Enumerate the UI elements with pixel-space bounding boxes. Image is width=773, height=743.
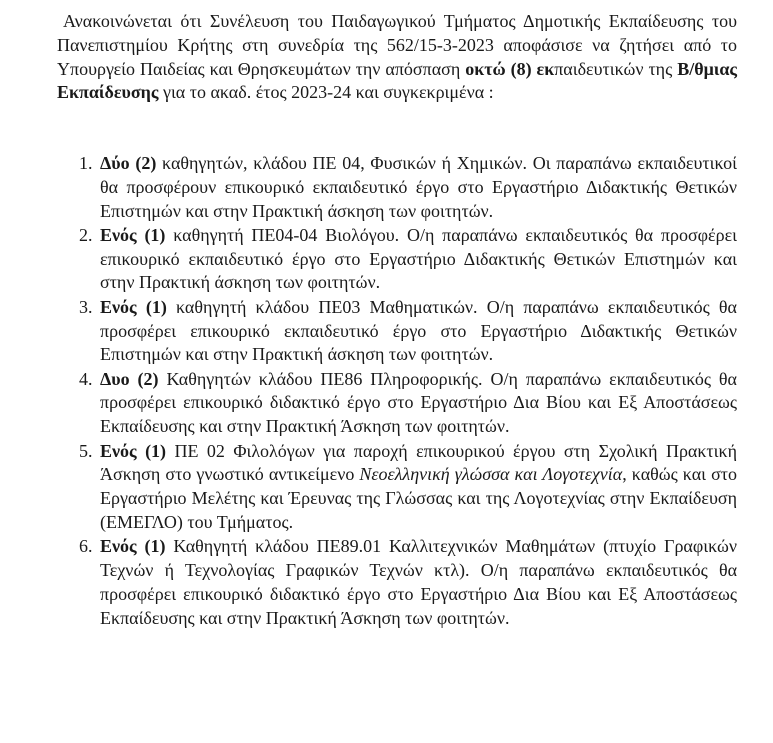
item-lead: Ενός (1) <box>100 536 166 557</box>
item-text: ΠΕ 02 Φιλολόγων για παροχή επικουρικού έργου στη Σχολική Πρακτική Άσκηση στο γνωστικό αντικείμενο <box>100 440 737 485</box>
intro-text: για το ακαδ. έτος 2023-24 και συγκεκριμένα : <box>158 82 494 103</box>
item-italic-subject: Νεοελληνική γλώσσα και Λογοτεχνία <box>359 464 623 485</box>
item-text: Καθηγητή κλάδου ΠΕ89.01 Καλλιτεχνικών Μαθημάτων (πτυχίο Γραφικών Τεχνών ή Τεχνολογίας Γραφικών Τεχνών κτλ). Ο/η παραπάνω εκπαιδευτικός θα προσφέρει επικουρικό διδακτικό έργο στο Εργαστήριο Δια Βίου και Εξ Αποστάσεως Εκπαίδευσης και στην Πρακτική Άσκηση των φοιτητών. <box>100 536 737 628</box>
item-text: καθηγητή κλάδου ΠΕ03 Μαθηματικών. Ο/η παραπάνω εκπαιδευτικός θα προσφέρει επικουρικό εκπαιδευτικό έργο στο Εργαστήριο Διδακτικής Θετικών Επιστημών και στην Πρακτική άσκηση των φοιτητών. <box>100 296 737 365</box>
item-text: Καθηγητών κλάδου ΠΕ86 Πληροφορικής. Ο/η παραπάνω εκπαιδευτικός θα προσφέρει επικουρικό διδακτικό έργο στο Εργαστήριο Δια Βίου και Εξ Αποστάσεως Εκπαίδευσης και στην Πρακτική Άσκηση των φοιτητών. <box>100 368 737 437</box>
item-number: 5. <box>79 440 93 461</box>
item-number: 1. <box>79 153 93 173</box>
item-lead: Ενός (1) <box>100 440 167 461</box>
list-item <box>0 368 737 439</box>
item-lead: Ενός (1) <box>100 296 167 317</box>
item-number: 3. <box>79 296 93 317</box>
item-lead: Ενός (1) <box>100 224 166 245</box>
intro-text: Ανακοινώνεται ότι Συνέλευση του Παιδαγωγικού Τμήματος Δημοτικής Εκπαίδευσης του Πανεπιστημίου Κρήτης στη συνεδρία της 562/15-3-2023 αποφάσισε να ζητήσει από το Υπουργείο Παιδείας και Θρησκευμάτων την απόσπαση <box>57 11 737 79</box>
intro-text: παιδευτικών της <box>554 58 678 79</box>
list-item <box>0 440 737 535</box>
item-text: καθηγητή ΠΕ04-04 Βιολόγου. Ο/η παραπάνω εκπαιδευτικός θα προσφέρει επικουρικό εκπαιδευτικό έργο στο Εργαστήριο Διδακτικής Θετικών Επιστημών και στην Πρακτική άσκηση των φοιτητών. <box>100 224 737 293</box>
list-item <box>0 296 737 367</box>
item-number: 4. <box>79 368 93 389</box>
item-text: καθηγητών, κλάδου ΠΕ 04, Φυσικών ή Χημικών. Οι παραπάνω εκπαιδευτικοί θα προσφέρουν επικουρικό εκπαιδευτικό έργο στο Εργαστήριο Διδακτικής Θετικών Επιστημών και στην Πρακτική άσκηση των φοιτητών. <box>100 153 737 221</box>
item-number: 6. <box>79 536 93 557</box>
item-text: , καθώς και στο Εργαστήριο Μελέτης και Έρευνας της Γλώσσας και της Λογοτεχνίας στην Εκπαίδευση (ΕΜΕΓΛΟ) του Τμήματος. <box>100 464 737 532</box>
item-lead: Δύο (2) <box>100 153 157 173</box>
list-item <box>0 535 737 630</box>
intro-bold-count: οκτώ (8) εκ <box>465 58 555 79</box>
item-lead: Δυο (2) <box>100 368 159 389</box>
list-item <box>0 224 737 295</box>
intro-bold-level: Β/θμιας Εκπαίδευσης <box>57 58 738 103</box>
item-number: 2. <box>79 224 93 245</box>
intro-paragraph <box>57 10 737 105</box>
positions-list <box>0 152 737 631</box>
list-item <box>0 152 737 223</box>
